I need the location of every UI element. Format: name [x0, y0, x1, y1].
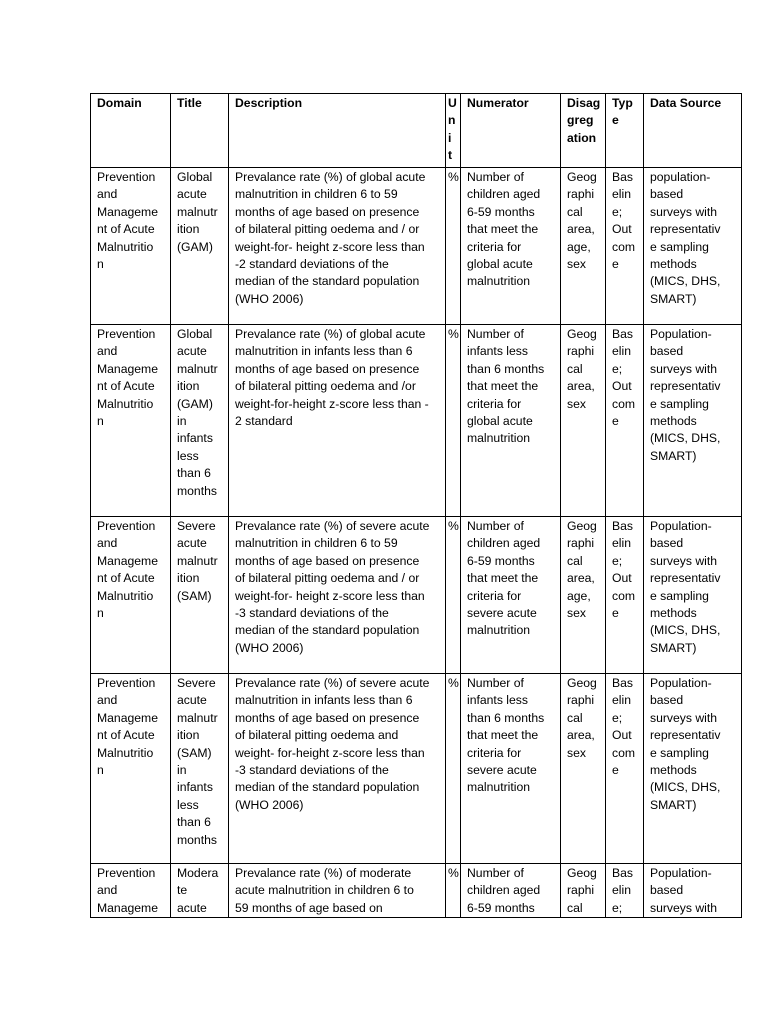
cell-unit [446, 674, 461, 864]
cell-numerator [461, 517, 561, 674]
cell-text: Global acute malnutr ition (GAM) in infants less than 6 months [177, 327, 218, 498]
cell-numerator [461, 864, 561, 918]
cell-domain [91, 674, 171, 864]
cell-text: Number of children aged 6-59 months that meet the criteria for global acute malnutrition [467, 170, 541, 289]
cell-text: Prevention and Manageme nt of Acute Malnutritio n [97, 170, 158, 272]
cell-type [606, 168, 644, 325]
cell-text: Severe acute malnutr ition (SAM) in infants less than 6 months [177, 676, 218, 847]
header-data-source-text: Data Source [650, 96, 722, 110]
cell-numerator [461, 674, 561, 864]
cell-title [171, 674, 229, 864]
cell-text: Population- based surveys with representativ e sampling methods (MICS, DHS, SMART) [650, 676, 721, 812]
cell-text: Prevention and Manageme nt of Acute Malnutritio n [97, 519, 158, 621]
cell-title [171, 864, 229, 918]
cell-description [229, 168, 446, 325]
header-title-text: Title [177, 96, 202, 110]
cell-unit [446, 168, 461, 325]
cell-text: % [448, 676, 459, 690]
cell-type [606, 517, 644, 674]
cell-disaggregation [561, 674, 606, 864]
cell-text: Prevention and Manageme [97, 866, 158, 915]
cell-text: Prevalance rate (%) of global acute malnutrition in children 6 to 59 months of age based on presence of bilateral pitting oedema and / or weight-for- height z-score less than -2 standard deviations of the median of the standard population (WHO 2006) [235, 170, 426, 306]
cell-text: Bas elin e; Out com e [612, 327, 636, 429]
cell-numerator [461, 325, 561, 517]
table-row [91, 168, 742, 325]
header-disaggregation-text: Disag greg ation [567, 96, 601, 145]
cell-disaggregation [561, 517, 606, 674]
cell-data-source [644, 674, 742, 864]
cell-text: % [448, 866, 459, 880]
cell-text: Severe acute malnutr ition (SAM) [177, 519, 218, 603]
cell-disaggregation [561, 168, 606, 325]
cell-type [606, 325, 644, 517]
cell-data-source [644, 864, 742, 918]
header-title [171, 94, 229, 168]
table-row [91, 674, 742, 864]
cell-unit [446, 864, 461, 918]
cell-text: population- based surveys with representativ e sampling methods (MICS, DHS, SMART) [650, 170, 721, 306]
header-description-text: Description [235, 96, 303, 110]
cell-text: Population- based surveys with representativ e sampling methods (MICS, DHS, SMART) [650, 519, 721, 655]
cell-text: Global acute malnutr ition (GAM) [177, 170, 218, 254]
cell-domain [91, 325, 171, 517]
header-description [229, 94, 446, 168]
cell-text: Geog raphi cal area, sex [567, 676, 597, 760]
cell-text: Number of children aged 6-59 months [467, 866, 541, 915]
cell-text: Prevalance rate (%) of moderate acute malnutrition in children 6 to 59 months of age based on [235, 866, 414, 915]
cell-description [229, 517, 446, 674]
cell-unit [446, 325, 461, 517]
cell-data-source [644, 168, 742, 325]
cell-text: % [448, 170, 459, 184]
cell-text: Number of infants less than 6 months that meet the criteria for global acute malnutrition [467, 327, 545, 446]
header-data-source [644, 94, 742, 168]
cell-type [606, 864, 644, 918]
table-header-row [91, 94, 742, 168]
table-row [91, 517, 742, 674]
cell-domain [91, 517, 171, 674]
cell-domain [91, 168, 171, 325]
cell-title [171, 168, 229, 325]
cell-numerator [461, 168, 561, 325]
table-row [91, 325, 742, 517]
cell-text: % [448, 519, 459, 533]
header-disaggregation [561, 94, 606, 168]
cell-text: Geog raphi cal [567, 866, 597, 915]
cell-domain [91, 864, 171, 918]
header-domain-text: Domain [97, 96, 142, 110]
header-unit-text: U n i t [448, 96, 457, 163]
cell-disaggregation [561, 864, 606, 918]
cell-text: Prevalance rate (%) of severe acute malnutrition in infants less than 6 months of age based on presence of bilateral pitting oedema and weight- for-height z-score less than -3 standard deviations of the median of the standard population (WHO 2006) [235, 676, 430, 812]
cell-text: Bas elin e; Out com e [612, 676, 636, 778]
header-type-text: Typ e [612, 96, 633, 128]
indicator-table [90, 93, 742, 918]
table-row [91, 864, 742, 918]
header-type [606, 94, 644, 168]
cell-text: Geog raphi cal area, sex [567, 327, 597, 411]
cell-text: Population- based surveys with [650, 866, 718, 915]
cell-disaggregation [561, 325, 606, 517]
cell-title [171, 325, 229, 517]
cell-title [171, 517, 229, 674]
header-unit [446, 94, 461, 168]
cell-text: Bas elin e; [612, 866, 634, 915]
cell-text: Prevalance rate (%) of severe acute malnutrition in children 6 to 59 months of age based on presence of bilateral pitting oedema and / or weight-for- height z-score less than -3 standard deviations of the median of the standard population (WHO 2006) [235, 519, 430, 655]
header-numerator-text: Numerator [467, 96, 529, 110]
cell-text: Bas elin e; Out com e [612, 170, 636, 272]
cell-unit [446, 517, 461, 674]
cell-text: % [448, 327, 459, 341]
cell-text: Prevention and Manageme nt of Acute Malnutritio n [97, 327, 158, 429]
cell-text: Number of children aged 6-59 months that meet the criteria for severe acute malnutrition [467, 519, 541, 638]
cell-text: Prevention and Manageme nt of Acute Malnutritio n [97, 676, 158, 778]
cell-text: Modera te acute [177, 866, 219, 915]
cell-data-source [644, 517, 742, 674]
cell-description [229, 864, 446, 918]
cell-data-source [644, 325, 742, 517]
cell-text: Bas elin e; Out com e [612, 519, 636, 621]
cell-description [229, 674, 446, 864]
cell-text: Number of infants less than 6 months that meet the criteria for severe acute malnutrition [467, 676, 545, 795]
header-domain [91, 94, 171, 168]
cell-description [229, 325, 446, 517]
cell-type [606, 674, 644, 864]
cell-text: Geog raphi cal area, age, sex [567, 170, 597, 272]
cell-text: Geog raphi cal area, age, sex [567, 519, 597, 621]
header-numerator [461, 94, 561, 168]
cell-text: Prevalance rate (%) of global acute malnutrition in infants less than 6 months of age based on presence of bilateral pitting oedema and /or weight-for-height z-score less than - 2 standard [235, 327, 429, 429]
cell-text: Population- based surveys with representativ e sampling methods (MICS, DHS, SMART) [650, 327, 721, 463]
